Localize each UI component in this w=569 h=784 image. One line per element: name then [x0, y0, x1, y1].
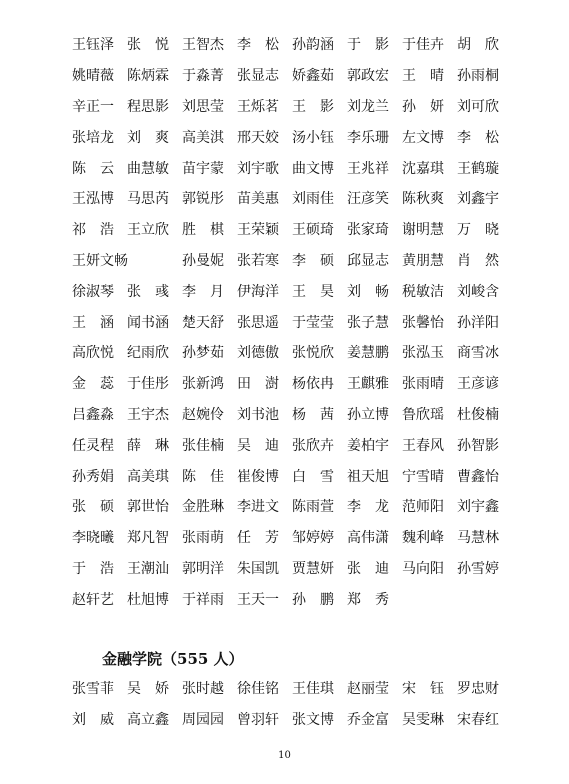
name-cell: 刘 威: [72, 712, 114, 729]
name-cell: 李 松: [457, 129, 499, 146]
name-cell: 张显志: [237, 68, 279, 85]
name-cell: 姜慧鹏: [347, 345, 389, 362]
name-cell: 王硕琦: [292, 222, 334, 239]
name-cell: 刘龙兰: [347, 98, 389, 115]
name-cell: 李 龙: [347, 499, 389, 516]
name-cell: 吴 娇: [127, 681, 169, 698]
section-count: （555 人）: [162, 650, 244, 668]
name-cell: 张 彧: [127, 283, 169, 300]
name-cell: 刘 爽: [127, 129, 169, 146]
name-cell: 张欣卉: [292, 437, 334, 454]
name-cell: 徐淑琴: [72, 283, 114, 300]
name-cell: 张家琦: [347, 222, 389, 239]
name-cell: 孙 鹏: [292, 591, 334, 608]
name-row: [72, 245, 512, 276]
name-cell: 赵婉伶: [182, 406, 224, 423]
name-cell: 陈雨萱: [292, 499, 334, 516]
name-cell: 罗忠财: [457, 681, 499, 698]
name-cell: 孙曼妮: [182, 252, 224, 269]
name-cell: 姚晴薇: [72, 68, 114, 85]
name-cell: 刘可欣: [457, 98, 499, 115]
name-row: [72, 337, 512, 368]
name-cell: 伊海洋: [237, 283, 279, 300]
name-cell: 于佳卉: [402, 37, 444, 54]
name-cell: 高伟潇: [347, 530, 389, 547]
name-cell: 孙雪婷: [457, 560, 499, 577]
name-cell: 高美琪: [127, 468, 169, 485]
name-row: [72, 214, 512, 245]
name-cell: 张馨怡: [402, 314, 444, 331]
name-row: [72, 399, 512, 430]
name-cell: 谢明慧: [402, 222, 444, 239]
name-cell: 祖天旭: [347, 468, 389, 485]
name-cell: 张佳楠: [182, 437, 224, 454]
name-cell: 沈嘉琪: [402, 160, 444, 177]
name-cell: 苗美惠: [237, 191, 279, 208]
name-row: [72, 275, 512, 306]
name-cell: 万 晓: [457, 222, 499, 239]
name-cell: 张 迪: [347, 560, 389, 577]
name-cell: 孙 妍: [402, 98, 444, 115]
name-cell: 吴雯琳: [402, 712, 444, 729]
name-cell: 于淼菁: [182, 68, 224, 85]
name-cell: 魏利峰: [402, 530, 444, 547]
name-cell: 杜旭博: [127, 591, 169, 608]
name-cell: 张文博: [292, 712, 334, 729]
name-cell: 于莹莹: [292, 314, 334, 331]
name-cell: 郑 秀: [347, 591, 389, 608]
name-cell: 高欣悦: [72, 345, 114, 362]
name-cell: 孙韵涵: [292, 37, 334, 54]
name-cell: 张 硕: [72, 499, 114, 516]
name-cell: 王泓博: [72, 191, 114, 208]
name-cell: 陈 云: [72, 160, 114, 177]
name-cell: 陈秋爽: [402, 191, 444, 208]
name-cell: 张新鸿: [182, 376, 224, 393]
name-cell: 张时越: [182, 681, 224, 698]
name-cell: 王烁茗: [237, 98, 279, 115]
name-cell: 马思芮: [127, 191, 169, 208]
name-cell: 金 蕊: [72, 376, 114, 393]
name-row: [72, 91, 512, 122]
name-row: [72, 183, 512, 214]
name-cell: 曲文博: [292, 160, 334, 177]
name-cell: 任灵程: [72, 437, 114, 454]
name-cell: 孙立博: [347, 406, 389, 423]
name-cell: 王佳琪: [292, 681, 334, 698]
name-cell: 汤小钰: [292, 129, 334, 146]
name-cell: 白 雪: [292, 468, 334, 485]
name-cell: 宋 钰: [402, 681, 444, 698]
name-cell: 马慧林: [457, 530, 499, 547]
name-cell: 王天一: [237, 591, 279, 608]
name-cell: 张雨萌: [182, 530, 224, 547]
name-cell: 邱显志: [347, 252, 389, 269]
name-cell: 纪雨欣: [127, 345, 169, 362]
name-cell: 苗宇蒙: [182, 160, 224, 177]
name-cell: 周园园: [182, 712, 224, 729]
name-cell: 高美淇: [182, 129, 224, 146]
name-cell: 税敏洁: [402, 283, 444, 300]
name-cell: 王潮汕: [127, 560, 169, 577]
name-row: [72, 429, 512, 460]
name-cell: 张培龙: [72, 129, 114, 146]
name-cell: 赵丽莹: [347, 681, 389, 698]
name-cell: 高立鑫: [127, 712, 169, 729]
name-cell: 崔俊博: [237, 468, 279, 485]
name-cell: 王鹤璇: [457, 160, 499, 177]
name-cell: 王妍文畅: [72, 252, 128, 269]
name-cell: 吴 迪: [237, 437, 279, 454]
name-cell: 乔金富: [347, 712, 389, 729]
section-title: 金融学院: [102, 650, 163, 668]
name-cell: 程思影: [127, 98, 169, 115]
name-row: [72, 60, 512, 91]
name-cell: 宋春红: [457, 712, 499, 729]
name-cell: 刘峻含: [457, 283, 499, 300]
name-cell: 孙秀娟: [72, 468, 114, 485]
name-cell: 肖 然: [457, 252, 499, 269]
page-number: 10: [278, 750, 291, 761]
name-cell: 王 影: [292, 98, 334, 115]
name-cell: 王立欣: [127, 222, 169, 239]
name-cell: 马向阳: [402, 560, 444, 577]
name-cell: 邢天姣: [237, 129, 279, 146]
name-cell: 刘鑫宇: [457, 191, 499, 208]
name-cell: 孙梦茹: [182, 345, 224, 362]
name-row: [72, 491, 512, 522]
name-cell: 吕鑫淼: [72, 406, 114, 423]
name-cell: 赵轩艺: [72, 591, 114, 608]
name-row: [72, 673, 512, 704]
name-row: [72, 368, 512, 399]
name-cell: 曾羽轩: [237, 712, 279, 729]
name-cell: 范师阳: [402, 499, 444, 516]
name-cell: 胡 欣: [457, 37, 499, 54]
name-cell: 贾慧妍: [292, 560, 334, 577]
name-cell: 邹婷婷: [292, 530, 334, 547]
name-cell: 王荣颖: [237, 222, 279, 239]
name-cell: 刘 畅: [347, 283, 389, 300]
name-cell: 王智杰: [182, 37, 224, 54]
name-cell: 王彦谚: [457, 376, 499, 393]
name-cell: 王 涵: [72, 314, 114, 331]
name-cell: 李乐珊: [347, 129, 389, 146]
name-cell: 曲慧敏: [127, 160, 169, 177]
name-cell: 李 硕: [292, 252, 334, 269]
name-cell: 李 月: [182, 283, 224, 300]
name-cell: 李进文: [237, 499, 279, 516]
name-cell: 王兆祥: [347, 160, 389, 177]
name-cell: 田 澍: [237, 376, 279, 393]
name-cell: 张 悦: [127, 37, 169, 54]
name-row: [72, 704, 512, 735]
name-cell: 曹鑫怡: [457, 468, 499, 485]
name-cell: 徐佳铭: [237, 681, 279, 698]
name-cell: 郭政宏: [347, 68, 389, 85]
name-cell: 商雪冰: [457, 345, 499, 362]
name-list-bottom: [72, 673, 512, 735]
name-cell: 孙洋阳: [457, 314, 499, 331]
name-cell: 王春风: [402, 437, 444, 454]
name-cell: 刘宇歌: [237, 160, 279, 177]
name-cell: 于 影: [347, 37, 389, 54]
name-cell: 孙智影: [457, 437, 499, 454]
name-cell: 张子慧: [347, 314, 389, 331]
name-row: [72, 29, 512, 60]
name-cell: 李晓曦: [72, 530, 114, 547]
name-cell: 张泓玉: [402, 345, 444, 362]
name-row: [72, 460, 512, 491]
name-cell: 朱国凯: [237, 560, 279, 577]
name-cell: 祁 浩: [72, 222, 114, 239]
name-cell: 胜 棋: [182, 222, 224, 239]
name-cell: 刘书池: [237, 406, 279, 423]
name-cell: 左文博: [402, 129, 444, 146]
name-cell: 辛正一: [72, 98, 114, 115]
name-cell: 于祥雨: [182, 591, 224, 608]
name-cell: 张雪菲: [72, 681, 114, 698]
name-cell: 郭世怡: [127, 499, 169, 516]
name-cell: 刘雨佳: [292, 191, 334, 208]
name-cell: 李 松: [237, 37, 279, 54]
name-cell: 郭锐彤: [182, 191, 224, 208]
name-cell: 刘思莹: [182, 98, 224, 115]
name-cell: 刘德傲: [237, 345, 279, 362]
name-cell: 鲁欣瑶: [402, 406, 444, 423]
name-row: [72, 306, 512, 337]
name-row: [72, 583, 512, 614]
name-cell: 陈炳霖: [127, 68, 169, 85]
name-cell: 王 晴: [402, 68, 444, 85]
name-cell: 薛 琳: [127, 437, 169, 454]
name-cell: 陈 佳: [182, 468, 224, 485]
section-heading: [102, 648, 244, 669]
name-cell: 于 浩: [72, 560, 114, 577]
name-cell: 杨 茜: [292, 406, 334, 423]
name-cell: 金胜琳: [182, 499, 224, 516]
name-row: [72, 522, 512, 553]
name-cell: 姜柏宇: [347, 437, 389, 454]
name-cell: 王麒雅: [347, 376, 389, 393]
name-cell: 张思遥: [237, 314, 279, 331]
name-list-top: [72, 29, 512, 614]
name-cell: 杨依冉: [292, 376, 334, 393]
name-cell: 楚天舒: [182, 314, 224, 331]
name-cell: 郭明洋: [182, 560, 224, 577]
name-cell: 汪彦笑: [347, 191, 389, 208]
name-cell: 张悦欣: [292, 345, 334, 362]
name-cell: 郑凡智: [127, 530, 169, 547]
name-cell: 王宇杰: [127, 406, 169, 423]
name-cell: 娇鑫茹: [292, 68, 334, 85]
name-row: [72, 152, 512, 183]
name-cell: 张雨晴: [402, 376, 444, 393]
name-cell: 闻书涵: [127, 314, 169, 331]
name-cell: 王钰泽: [72, 37, 114, 54]
name-cell: 杜俊楠: [457, 406, 499, 423]
name-cell: 任 芳: [237, 530, 279, 547]
name-cell: 宁雪晴: [402, 468, 444, 485]
name-row: [72, 553, 512, 584]
name-cell: 于佳彤: [127, 376, 169, 393]
name-cell: 张若寒: [237, 252, 279, 269]
name-cell: 王 昊: [292, 283, 334, 300]
name-row: [72, 121, 512, 152]
name-cell: 孙雨桐: [457, 68, 499, 85]
name-cell: 刘宇鑫: [457, 499, 499, 516]
name-cell: 黄朋慧: [402, 252, 444, 269]
